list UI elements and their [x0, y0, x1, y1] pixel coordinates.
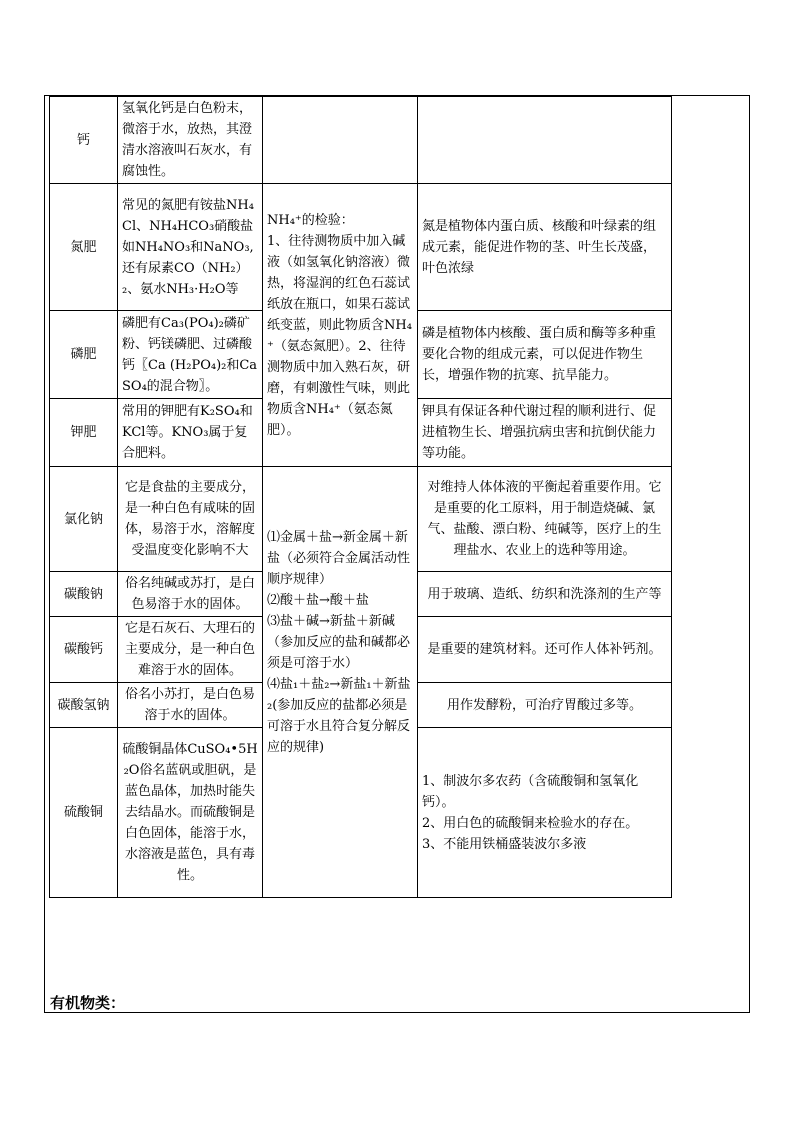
salt-properties-table: [49, 96, 672, 898]
row-name-sodium-chloride: 氯化钠: [50, 467, 118, 572]
row-prop-copper-sulfate: 硫酸铜晶体CuSO₄•5H₂O俗名蓝矾或胆矾，是蓝色晶体，加热时能失去结晶水。而硫酸铜是白色固体，能溶于水，水溶液是蓝色，具有毒性。: [118, 728, 263, 898]
table-row: [50, 184, 672, 311]
row-name-calcium-carbonate: 碳酸钙: [50, 617, 118, 683]
row-use-nitrogen-fertilizer: 氮是植物体内蛋白质、核酸和叶绿素的组成元素，能促进作物的茎、叶生长茂盛，叶色浓绿: [418, 184, 672, 311]
table-row: [50, 97, 672, 184]
empty-cell: [263, 97, 418, 184]
row-prop-sodium-bicarbonate: 俗名小苏打，是白色易溶于水的固体。: [118, 683, 263, 728]
row-use-sodium-bicarbonate: 用作发酵粉，可治疗胃酸过多等。: [418, 683, 672, 728]
row-prop-calcium: 氢氧化钙是白色粉末，微溶于水，放热，其澄清水溶液叫石灰水，有腐蚀性。: [118, 97, 263, 184]
row-prop-sodium-carbonate: 俗名纯碱或苏打，是白色易溶于水的固体。: [118, 572, 263, 617]
row-name-calcium: 钙: [50, 97, 118, 184]
row-use-copper-sulfate: 1、制波尔多农药（含硫酸铜和氢氧化钙）。 2、用白色的硫酸铜来检验水的存在。 3、不能用铁桶盛装波尔多液: [418, 728, 672, 898]
row-prop-sodium-chloride: 它是食盐的主要成分，是一种白色有咸味的固体，易溶于水，溶解度受温度变化影响不大: [118, 467, 263, 572]
empty-cell: [418, 97, 672, 184]
organic-section-heading: 有机物类：: [50, 994, 126, 1012]
row-prop-nitrogen-fertilizer: 常见的氮肥有铵盐NH₄Cl、NH₄HCO₃硝酸盐如NH₄NO₃和NaNO₃,还有尿素CO（NH₂）₂、氨水NH₃·H₂O等: [118, 184, 263, 311]
row-name-nitrogen-fertilizer: 氮肥: [50, 184, 118, 311]
row-use-sodium-carbonate: 用于玻璃、造纸、纺织和洗涤剂的生产等: [418, 572, 672, 617]
row-name-sodium-bicarbonate: 碳酸氢钠: [50, 683, 118, 728]
row-prop-calcium-carbonate: 它是石灰石、大理石的主要成分，是一种白色难溶于水的固体。: [118, 617, 263, 683]
row-name-potash-fertilizer: 钾肥: [50, 399, 118, 467]
row-use-calcium-carbonate: 是重要的建筑材料。还可作人体补钙剂。: [418, 617, 672, 683]
table-row: [50, 467, 672, 572]
row-name-sodium-carbonate: 碳酸钠: [50, 572, 118, 617]
row-prop-potash-fertilizer: 常用的钾肥有K₂SO₄和KCl等。KNO₃属于复合肥料。: [118, 399, 263, 467]
nh4-test-cell: NH₄⁺的检验： 1、往待测物质中加入碱液（如氢氧化钠溶液）微热，将湿润的红色石蕊试纸放在瓶口，如果石蕊试纸变蓝，则此物质含NH₄⁺（氨态氮肥）。2、往待测物质中加入熟石灰，研磨，有刺激性气味，则此物质含NH₄⁺（氨态氮肥）。: [263, 184, 418, 467]
salt-reactions-cell: ⑴金属＋盐→新金属＋新盐（必须符合金属活动性顺序规律） ⑵酸＋盐→酸＋盐 ⑶盐＋碱→新盐＋新碱（参加反应的盐和碱都必须是可溶于水） ⑷盐₁＋盐₂→新盐₁＋新盐₂(参加反应的盐都必须是可溶于水且符合复分解反应的规律): [263, 467, 418, 898]
row-use-phosphate-fertilizer: 磷是植物体内核酸、蛋白质和酶等多种重要化合物的组成元素，可以促进作物生长，增强作物的抗寒、抗旱能力。: [418, 311, 672, 399]
row-name-copper-sulfate: 硫酸铜: [50, 728, 118, 898]
row-prop-phosphate-fertilizer: 磷肥有Ca₃(PO₄)₂磷矿粉、钙镁磷肥、过磷酸钙〖Ca (H₂PO₄)₂和CaSO₄的混合物〗。: [118, 311, 263, 399]
row-name-phosphate-fertilizer: 磷肥: [50, 311, 118, 399]
row-use-potash-fertilizer: 钾具有保证各种代谢过程的顺利进行、促进植物生长、增强抗病虫害和抗倒伏能力等功能。: [418, 399, 672, 467]
row-use-sodium-chloride: 对维持人体体液的平衡起着重要作用。它是重要的化工原料，用于制造烧碱、氯气、盐酸、漂白粉、纯碱等，医疗上的生理盐水、农业上的选种等用途。: [418, 467, 672, 572]
